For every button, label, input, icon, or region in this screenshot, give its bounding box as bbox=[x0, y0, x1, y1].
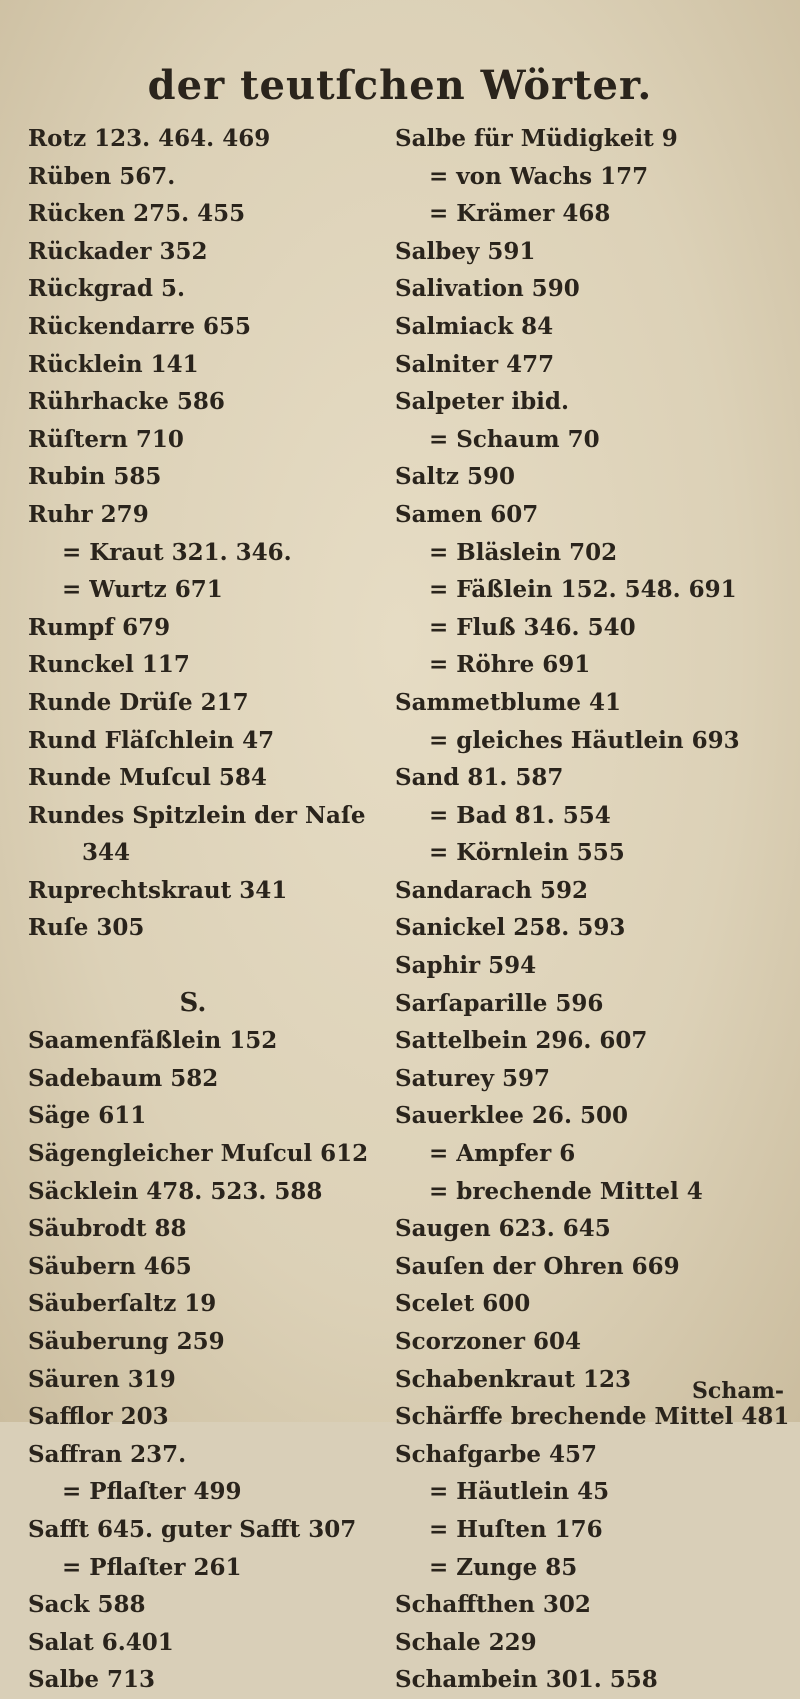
index-entry: = Häutlein 45 bbox=[429, 1478, 610, 1506]
right-column bbox=[395, 120, 795, 1699]
index-entry: Salpeter ibid. bbox=[395, 388, 569, 416]
index-entry: Saturey 597 bbox=[395, 1064, 550, 1092]
index-entry: Saltz 590 bbox=[395, 463, 515, 491]
index-entry: = Bläslein 702 bbox=[429, 538, 618, 566]
index-entry: = Schaum 70 bbox=[429, 425, 600, 453]
index-entry: Rückader 352 bbox=[28, 237, 208, 265]
index-entry: Samen 607 bbox=[395, 500, 539, 528]
page-header: der teutſchen Wörter. bbox=[147, 62, 653, 109]
index-entry: Säuren 319 bbox=[28, 1365, 176, 1393]
index-entry: Sand 81. 587 bbox=[395, 764, 564, 792]
index-entry: Saamenfäßlein 152 bbox=[28, 1027, 278, 1055]
index-entry: Rücken 275. 455 bbox=[28, 200, 246, 228]
index-entry: = Körnlein 555 bbox=[429, 839, 625, 867]
index-entry: Saugen 623. 645 bbox=[395, 1215, 611, 1243]
index-entry: 344 bbox=[82, 839, 131, 867]
index-entry: Salmiack 84 bbox=[395, 312, 554, 340]
index-entry: Scelet 600 bbox=[395, 1290, 531, 1318]
index-entry: Sammetblume 41 bbox=[395, 688, 621, 716]
index-entry: Schaffthen 302 bbox=[395, 1591, 591, 1619]
index-entry: Säuberung 259 bbox=[28, 1328, 225, 1355]
index-entry: Saphir 594 bbox=[395, 952, 537, 980]
index-entry: Säcklein 478. 523. 588 bbox=[28, 1177, 323, 1205]
index-entry: = Wurtz 671 bbox=[62, 576, 223, 604]
index-entry: Säge 611 bbox=[28, 1102, 147, 1130]
index-entry: Salbe 713 bbox=[28, 1666, 155, 1694]
index-entry: = Pflaſter 261 bbox=[62, 1553, 242, 1581]
index-entry: Rumpf 679 bbox=[28, 613, 171, 641]
index-entry: Ruprechtskraut 341 bbox=[28, 876, 288, 904]
index-entry: = Huſten 176 bbox=[429, 1515, 603, 1543]
catchword: Scham- bbox=[692, 1378, 784, 1404]
index-entry: Säubern 465 bbox=[28, 1252, 192, 1280]
index-entry: Sattelbein 296. 607 bbox=[395, 1027, 648, 1055]
index-entry: Ruſe 305 bbox=[28, 914, 145, 942]
index-entry: Rührhacke 586 bbox=[28, 388, 225, 416]
index-entry: = Bad 81. 554 bbox=[429, 801, 611, 829]
index-entry: Runckel 117 bbox=[28, 651, 190, 679]
index-entry: = Fluß 346. 540 bbox=[429, 613, 636, 641]
index-entry: Sadebaum 582 bbox=[28, 1064, 219, 1092]
index-entry: = Krämer 468 bbox=[429, 200, 611, 228]
index-entry: Saffran 237. bbox=[28, 1440, 187, 1468]
index-entry: Sauſen der Ohren 669 bbox=[395, 1252, 680, 1280]
index-entry: Salivation 590 bbox=[395, 275, 580, 303]
index-entry: Sarſaparille 596 bbox=[395, 989, 604, 1017]
index-entry: = Pflaſter 499 bbox=[62, 1478, 242, 1506]
index-entry: = brechende Mittel 4 bbox=[429, 1177, 703, 1205]
index-entry: Rund Fläſchlein 47 bbox=[28, 726, 275, 754]
index-entry: = gleiches Häutlein 693 bbox=[429, 726, 740, 754]
index-entry: Runde Drüſe 217 bbox=[28, 688, 249, 716]
index-entry: Säuberſaltz 19 bbox=[28, 1290, 217, 1318]
index-entry: Scorzoner 604 bbox=[395, 1328, 581, 1355]
index-entry: Salniter 477 bbox=[395, 350, 555, 378]
index-entry: Sandarach 592 bbox=[395, 876, 588, 904]
index-entry: Rückendarre 655 bbox=[28, 312, 252, 340]
index-entry: Ruhr 279 bbox=[28, 500, 149, 528]
index-entry: Sägengleicher Muſcul 612 bbox=[28, 1140, 369, 1168]
index-entry: Schale 229 bbox=[395, 1628, 537, 1656]
index-entry: Runde Muſcul 584 bbox=[28, 764, 267, 792]
index-entry bbox=[28, 947, 358, 985]
index-entry: Schambein 301. 558 bbox=[395, 1666, 658, 1694]
index-entry: Salbey 591 bbox=[395, 237, 536, 265]
index-entry: = Röhre 691 bbox=[429, 651, 591, 679]
index-entry: Rubin 585 bbox=[28, 463, 162, 491]
index-entry: Rotz 123. 464. 469 bbox=[28, 125, 271, 152]
index-entry: Rüben 567. bbox=[28, 162, 176, 190]
index-entry: Sack 588 bbox=[28, 1591, 146, 1619]
index-entry: Safflor 203 bbox=[28, 1403, 169, 1431]
index-entry: = Fäßlein 152. 548. 691 bbox=[429, 576, 737, 604]
index-entry: Schärffe brechende Mittel 481 bbox=[395, 1403, 790, 1431]
index-entry: Salbe für Müdigkeit 9 bbox=[395, 125, 678, 152]
index-entry: = Kraut 321. 346. bbox=[62, 538, 292, 566]
section-letter: S. bbox=[179, 987, 207, 1018]
index-entry: Safft 645. guter Safft 307 bbox=[28, 1515, 357, 1543]
index-entry: Säubrodt 88 bbox=[28, 1215, 187, 1243]
index-entry: Rundes Spitzlein der Naſe bbox=[28, 801, 366, 829]
index-entry: Rüſtern 710 bbox=[28, 425, 184, 453]
index-entry: Schafgarbe 457 bbox=[395, 1440, 597, 1468]
index-entry: Salat 6.401 bbox=[28, 1628, 174, 1656]
index-entry: Rücklein 141 bbox=[28, 350, 199, 378]
index-entry: Schabenkraut 123 bbox=[395, 1365, 631, 1393]
index-entry: Sauerklee 26. 500 bbox=[395, 1102, 628, 1130]
index-entry: Sanickel 258. 593 bbox=[395, 914, 626, 942]
index-entry: = Zunge 85 bbox=[429, 1553, 578, 1581]
left-column bbox=[28, 120, 369, 1699]
index-entry: = von Wachs 177 bbox=[429, 162, 649, 190]
index-entry: = Ampfer 6 bbox=[429, 1140, 576, 1168]
index-entry: Rückgrad 5. bbox=[28, 275, 185, 303]
